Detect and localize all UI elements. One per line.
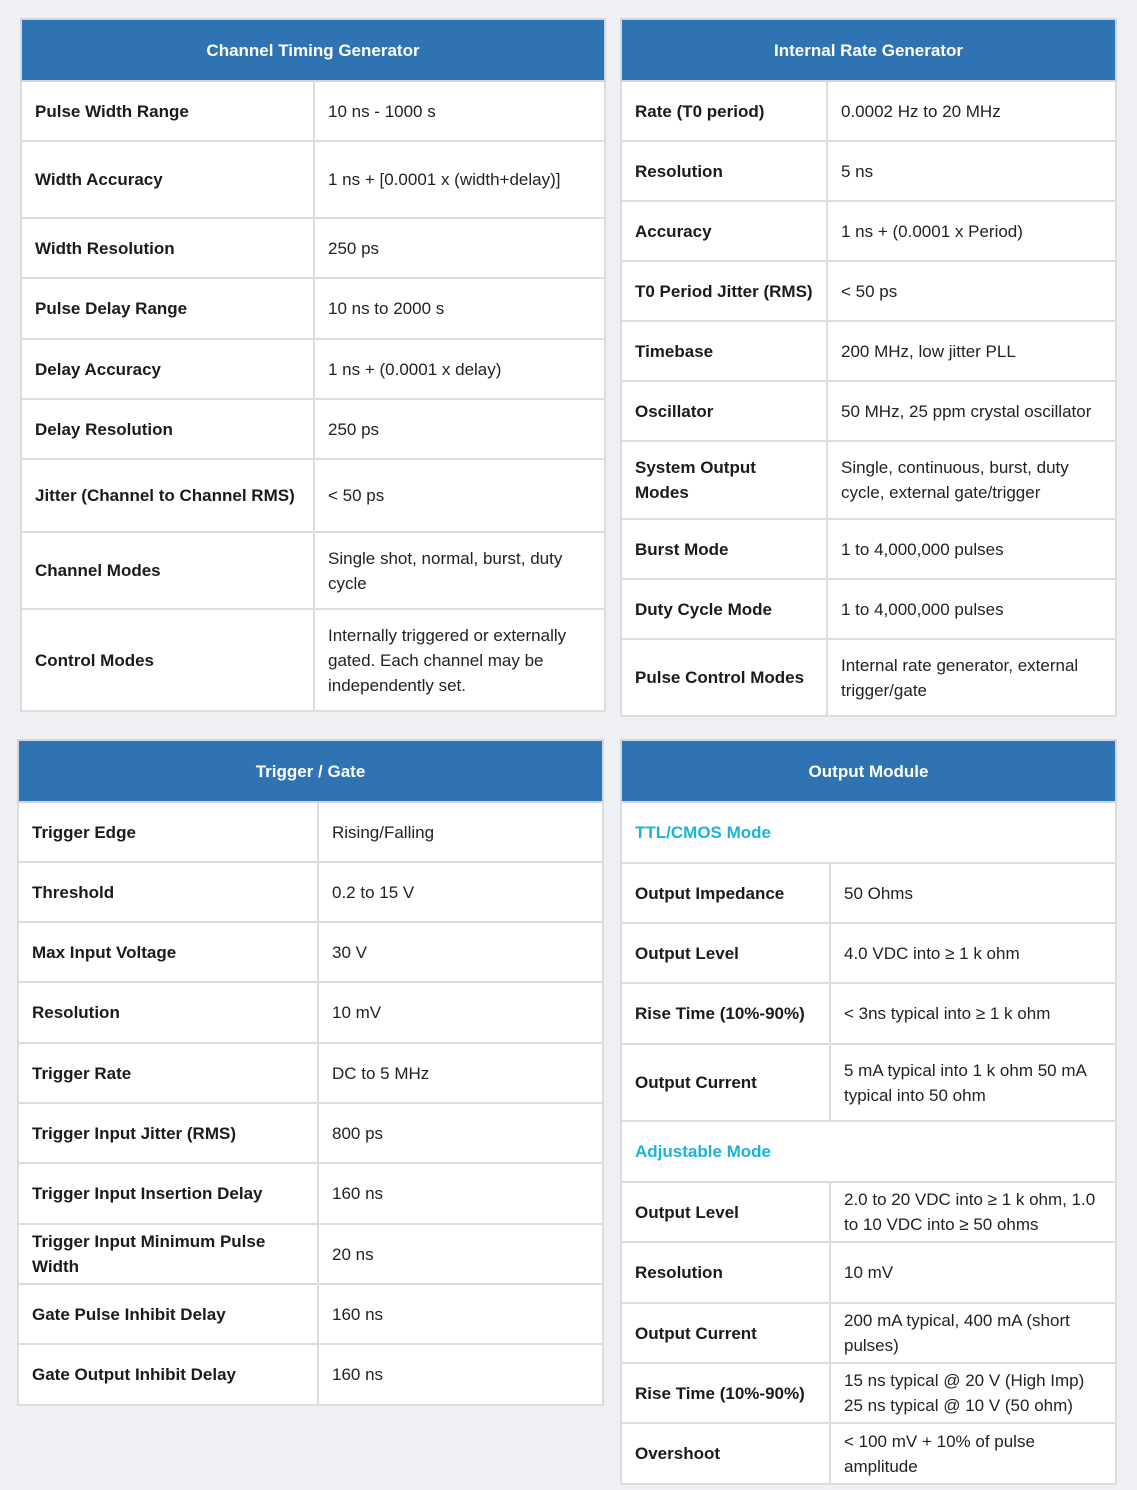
ttl-section-heading: TTL/CMOS Mode <box>621 802 1116 863</box>
spec-value: DC to 5 MHz <box>318 1043 603 1103</box>
table-row <box>621 81 1116 141</box>
spec-value: 1 to 4,000,000 pulses <box>827 579 1116 639</box>
table-row <box>621 1423 1116 1484</box>
trigger-gate-title: Trigger / Gate <box>18 740 603 802</box>
table-row <box>18 1344 603 1405</box>
spec-value: 5 ns <box>827 141 1116 201</box>
spec-value: 1 ns + [0.0001 x (width+delay)] <box>314 141 605 218</box>
spec-value: 50 MHz, 25 ppm crystal oscillator <box>827 381 1116 441</box>
spec-label: Accuracy <box>621 201 827 261</box>
table-row <box>18 1224 603 1284</box>
table-row <box>621 519 1116 579</box>
adjustable-section-heading: Adjustable Mode <box>621 1121 1116 1182</box>
spec-label: Trigger Input Insertion Delay <box>18 1163 318 1224</box>
spec-label: Output Impedance <box>621 863 830 923</box>
table-row <box>18 1103 603 1163</box>
spec-label: Delay Resolution <box>21 399 314 459</box>
table-row <box>621 639 1116 716</box>
spec-label: Trigger Input Minimum Pulse Width <box>18 1224 318 1284</box>
spec-label: Channel Modes <box>21 532 314 609</box>
spec-label: Duty Cycle Mode <box>621 579 827 639</box>
spec-label: Pulse Width Range <box>21 81 314 141</box>
spec-label: Resolution <box>621 1242 830 1303</box>
table-row <box>621 141 1116 201</box>
spec-value: 200 mA typical, 400 mA (short pulses) <box>830 1303 1116 1363</box>
table-row <box>621 201 1116 261</box>
table-row <box>621 579 1116 639</box>
spec-label: Trigger Input Jitter (RMS) <box>18 1103 318 1163</box>
spec-value: Rising/Falling <box>318 802 603 862</box>
spec-value: 1 ns + (0.0001 x delay) <box>314 339 605 399</box>
table-row <box>18 1163 603 1224</box>
spec-label: Output Current <box>621 1044 830 1121</box>
table-row <box>621 1363 1116 1423</box>
spec-value: 10 ns - 1000 s <box>314 81 605 141</box>
spec-value: 1 ns + (0.0001 x Period) <box>827 201 1116 261</box>
spec-value: 20 ns <box>318 1224 603 1284</box>
spec-label: Jitter (Channel to Channel RMS) <box>21 459 314 532</box>
spec-label: Gate Pulse Inhibit Delay <box>18 1284 318 1344</box>
spec-label: Pulse Delay Range <box>21 278 314 339</box>
spec-value: 5 mA typical into 1 k ohm 50 mA typical into 50 ohm <box>830 1044 1116 1121</box>
table-row <box>621 381 1116 441</box>
table-row <box>18 862 603 922</box>
spec-value: 4.0 VDC into ≥ 1 k ohm <box>830 923 1116 983</box>
table-row <box>21 141 605 218</box>
table-row <box>21 278 605 339</box>
spec-value: 15 ns typical @ 20 V (High Imp) 25 ns typical @ 10 V (50 ohm) <box>830 1363 1116 1423</box>
spec-label: Oscillator <box>621 381 827 441</box>
table-row <box>21 532 605 609</box>
table-row <box>621 983 1116 1044</box>
spec-value: 50 Ohms <box>830 863 1116 923</box>
spec-value: < 3ns typical into ≥ 1 k ohm <box>830 983 1116 1044</box>
spec-label: Threshold <box>18 862 318 922</box>
table-row <box>21 459 605 532</box>
spec-label: Trigger Rate <box>18 1043 318 1103</box>
table-row <box>18 802 603 862</box>
spec-value: < 100 mV + 10% of pulse amplitude <box>830 1423 1116 1484</box>
output-module-table <box>620 739 1117 1485</box>
table-row <box>21 218 605 278</box>
spec-value: 160 ns <box>318 1344 603 1405</box>
spec-value: 250 ps <box>314 399 605 459</box>
section-row <box>621 1121 1116 1182</box>
table-row <box>21 81 605 141</box>
output-module-title: Output Module <box>621 740 1116 802</box>
table-row <box>621 1044 1116 1121</box>
table-row <box>621 1242 1116 1303</box>
spec-label: Rate (T0 period) <box>621 81 827 141</box>
table-row <box>18 922 603 982</box>
table-row <box>621 321 1116 381</box>
spec-value: 30 V <box>318 922 603 982</box>
trigger-gate-table <box>17 739 604 1406</box>
spec-value: Single, continuous, burst, duty cycle, external gate/trigger <box>827 441 1116 519</box>
table-row <box>21 609 605 711</box>
spec-value: Internally triggered or externally gated. Each channel may be independently set. <box>314 609 605 711</box>
spec-label: T0 Period Jitter (RMS) <box>621 261 827 321</box>
channel-timing-table <box>20 18 606 712</box>
spec-value: 160 ns <box>318 1163 603 1224</box>
spec-label: Resolution <box>621 141 827 201</box>
table-row <box>621 1182 1116 1242</box>
internal-rate-table <box>620 18 1117 717</box>
table-row <box>18 982 603 1043</box>
spec-label: Delay Accuracy <box>21 339 314 399</box>
spec-label: Rise Time (10%-90%) <box>621 1363 830 1423</box>
table-row <box>621 261 1116 321</box>
spec-label: Control Modes <box>21 609 314 711</box>
table-row <box>18 1043 603 1103</box>
spec-value: 10 ns to 2000 s <box>314 278 605 339</box>
table-row <box>621 863 1116 923</box>
spec-value: 250 ps <box>314 218 605 278</box>
spec-label: Width Resolution <box>21 218 314 278</box>
spec-value: Internal rate generator, external trigger/gate <box>827 639 1116 716</box>
spec-label: Pulse Control Modes <box>621 639 827 716</box>
spec-value: 800 ps <box>318 1103 603 1163</box>
internal-rate-title: Internal Rate Generator <box>621 19 1116 81</box>
spec-value: Single shot, normal, burst, duty cycle <box>314 532 605 609</box>
section-row <box>621 802 1116 863</box>
spec-value: 0.2 to 15 V <box>318 862 603 922</box>
spec-label: Timebase <box>621 321 827 381</box>
table-row <box>621 923 1116 983</box>
table-row <box>21 339 605 399</box>
spec-label: Rise Time (10%-90%) <box>621 983 830 1044</box>
spec-label: Trigger Edge <box>18 802 318 862</box>
table-row <box>621 1303 1116 1363</box>
spec-label: Gate Output Inhibit Delay <box>18 1344 318 1405</box>
spec-label: Overshoot <box>621 1423 830 1484</box>
spec-label: Output Level <box>621 923 830 983</box>
spec-label: Output Level <box>621 1182 830 1242</box>
spec-value: 1 to 4,000,000 pulses <box>827 519 1116 579</box>
spec-value: 0.0002 Hz to 20 MHz <box>827 81 1116 141</box>
table-row <box>621 441 1116 519</box>
spec-label: Width Accuracy <box>21 141 314 218</box>
table-row <box>21 399 605 459</box>
spec-value: 160 ns <box>318 1284 603 1344</box>
spec-value: < 50 ps <box>827 261 1116 321</box>
spec-label: Burst Mode <box>621 519 827 579</box>
spec-value: 200 MHz, low jitter PLL <box>827 321 1116 381</box>
channel-timing-title: Channel Timing Generator <box>21 19 605 81</box>
spec-label: Output Current <box>621 1303 830 1363</box>
spec-value: 10 mV <box>318 982 603 1043</box>
table-row <box>18 1284 603 1344</box>
spec-value: 2.0 to 20 VDC into ≥ 1 k ohm, 1.0 to 10 VDC into ≥ 50 ohms <box>830 1182 1116 1242</box>
spec-value: 10 mV <box>830 1242 1116 1303</box>
spec-label: System Output Modes <box>621 441 827 519</box>
spec-value: < 50 ps <box>314 459 605 532</box>
spec-label: Max Input Voltage <box>18 922 318 982</box>
spec-label: Resolution <box>18 982 318 1043</box>
